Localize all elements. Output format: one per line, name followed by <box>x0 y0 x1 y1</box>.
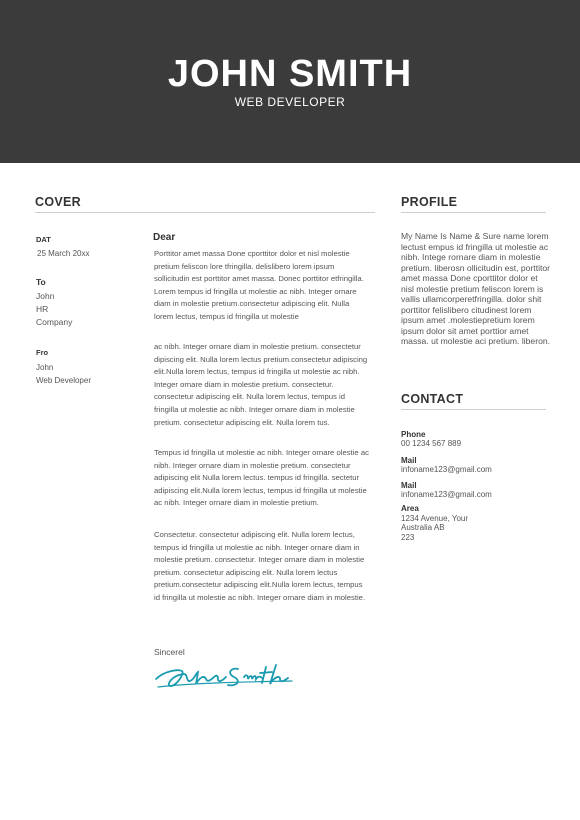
from-role: Web Developer <box>36 376 91 385</box>
candidate-role: WEB DEVELOPER <box>234 95 346 109</box>
header-banner <box>0 0 580 163</box>
mail2-value: infoname123@gmail.com <box>401 490 492 499</box>
letter-paragraph-2: ac nibh. Integer ornare diam in molestie pretium. consectetur dipiscing elit. Nulla lorem lectus pretium.consectetur adipiscing elit.Nulla lorem lectus, tempus id fringilla ut molestie ac nibh. Integer ornare diam in molestie pretium. consectetur. consectetur adipiscing elit. Nulla lorem lectus, tempus id fringilla ut molestie ac nibh. Integer ornare diam in molestie pretium. consectetur adipiscing elit. Nulla lorem tus. <box>154 342 368 427</box>
signature <box>152 657 302 698</box>
phone-value: 00 1234 567 889 <box>401 439 462 448</box>
signature-graphic <box>152 657 302 693</box>
profile-divider <box>401 212 546 213</box>
letter-paragraph-3: Tempus id fringilla ut molestie ac nibh. Integer ornare olestie ac nibh. Integer ornare diam in molestie pretium. consectetur adipiscing elit Nulla lorem lectus. tempus id fringilla. sectetur adipiscing elit.Nulla lorem lectus, tempus id fringilla ut molestie ac nibh. Integer ornare diam in molestie pretium. <box>154 448 369 508</box>
profile-heading: PROFILE <box>401 195 458 209</box>
from-name: John <box>36 363 54 372</box>
letter-paragraph-4: Consectetur. consectetur adipiscing elit. Nulla lorem lectus, tempus id fringilla ut molestie ac nibh. Integer ornare diam in molestie pretium. consectetur. Integer ornare diam in molestie pretium. consectetur adipiscing elit. Nulla lorem lectus pretium.consectetur adipiscing elit.Nulla lorem lectus, tempus id fringilla ut molestie ac nibh. Integer ornare diam in molestie. <box>154 530 366 602</box>
area-line-1: 1234 Avenue, Your <box>401 514 469 523</box>
letter-closing: Sincerel <box>154 647 185 657</box>
area-line-2: Australia AB <box>401 523 445 532</box>
contact-heading: CONTACT <box>401 392 464 406</box>
date-value: 25 March 20xx <box>37 249 90 258</box>
date-label: DAT <box>36 235 51 244</box>
mail-value: infoname123@gmail.com <box>401 465 492 474</box>
profile-text: My Name Is Name & Sure name lorem lectust empus id fringilla ut molestie ac nibh. Intege rornare diam in molestie pretium. liberosn ollicitudin est, porttitor amet massa Done cporttitor dolor et nisl molestie pretium feliscon lorem is vallis ullamcorperetfringilla. dolor shit porttitor felislibero citudinest lorem ipsum amet .molestiepretium lorem ipsum dolor sit amet porttior amet massa. ut molestie aci pretium. liberon. <box>401 231 551 346</box>
from-label: Fro <box>36 348 49 357</box>
area-line-3: 223 <box>401 533 415 542</box>
cover-heading: COVER <box>35 195 81 209</box>
to-label: To <box>36 277 46 287</box>
area-label: Area <box>401 504 419 513</box>
to-name: John <box>36 291 55 301</box>
letter-greeting: Dear <box>153 232 176 243</box>
to-hr: HR <box>36 304 49 314</box>
contact-divider <box>401 409 546 410</box>
to-company: Company <box>36 317 73 327</box>
letter-paragraph-1: Porttitor amet massa Done cporttitor dolor et nisl molestie pretium feliscon lore tfringilla. delislibero lorem ipsum sollicitudin est porttitor amet massa. Donec porttitor etfringilla. Lorem tempus id fringilla ut molestie ac nibh. Integer ornare diam in molestie pretium.consectetur adipiscing elit. Nulla lorem lectus, tempus id fringilla ut molestie <box>154 249 364 321</box>
mail2-label: Mail <box>401 481 417 490</box>
candidate-name: JOHN SMITH <box>167 53 413 95</box>
phone-label: Phone <box>401 430 426 439</box>
mail-label: Mail <box>401 456 417 465</box>
cover-divider <box>35 212 375 213</box>
